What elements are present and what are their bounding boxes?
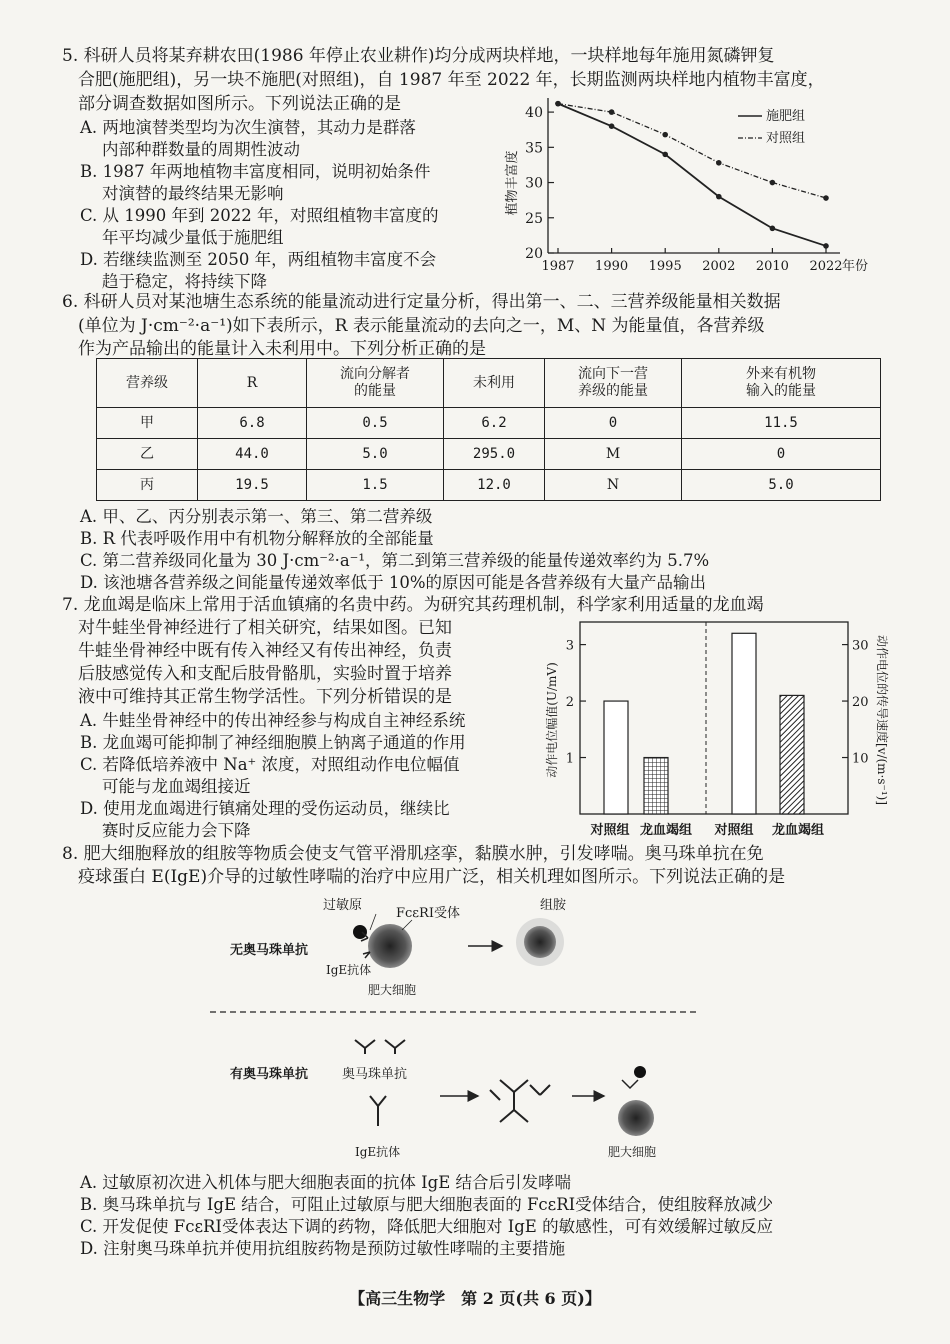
q8-option-b: B. 奥马珠单抗与 IgE 结合，可阻止过敏原与肥大细胞表面的 FcεRⅠ受体结合，使组胺释放减少	[80, 1195, 774, 1214]
y-tick-label: 20	[525, 246, 543, 262]
data-point	[609, 123, 615, 129]
mast-cell-label: 肥大细胞	[368, 983, 417, 997]
table-row	[97, 470, 881, 501]
y-tick-label: 30	[525, 175, 543, 192]
table-cell: 0	[682, 439, 881, 470]
mast-cell-bottom	[618, 1100, 654, 1136]
category-label: 龙血竭组	[771, 823, 825, 838]
table-header: 营养级	[97, 359, 198, 408]
data-point	[609, 109, 615, 115]
q8-option-c: C. 开发促使 FcεRⅠ受体表达下调的药物，降低肥大细胞对 IgE 的敏感性，可有效缓解过敏反应	[80, 1217, 774, 1236]
table-cell: 6.8	[198, 408, 307, 439]
table-cell: 0.5	[307, 408, 444, 439]
no-drug-label: 无奥马珠单抗	[230, 943, 309, 958]
q7-stem-line-3: 牛蛙坐骨神经中既有传入神经又有传出神经，负责	[78, 641, 452, 661]
ige-label-bottom: IgE抗体	[355, 1145, 401, 1159]
right-y-tick-label: 10	[852, 751, 869, 767]
legend-label-control: 对照组	[766, 131, 806, 146]
q5-option-a: A. 两地演替类型均为次生演替，其动力是群落	[80, 118, 416, 137]
q6-stem-line-1: 6. 科研人员对某池塘生态系统的能量流动进行定量分析，得出第一、二、三营养级能量相关数据	[62, 292, 781, 312]
allergen-pointer	[370, 914, 376, 930]
data-point	[662, 132, 668, 138]
q5-option-c: C. 从 1990 年到 2022 年，对照组植物丰富度的	[80, 206, 439, 225]
q8-stem-line-2: 疫球蛋白 E(IgE)介导的过敏性哮喘的治疗中应用广泛，相关机理如图所示。下列说法正确的是	[78, 867, 786, 887]
ige-antibody-icon	[370, 1096, 386, 1126]
q5-option-c-cont: 年平均减少量低于施肥组	[102, 228, 284, 247]
q7-option-d: D. 使用龙血竭进行镇痛处理的受伤运动员，继续比	[80, 799, 450, 818]
table-header: 未利用	[444, 359, 545, 408]
table-cell: 5.0	[682, 470, 881, 501]
data-point	[662, 152, 668, 158]
q6-stem-line-2: (单位为 J·cm⁻²·a⁻¹)如下表所示，R 表示能量流动的去向之一，M、N 为能量值，各营养级	[78, 316, 765, 336]
receptor-pointer	[402, 920, 412, 930]
q5-stem-line-3: 部分调查数据如图所示。下列说法正确的是	[78, 94, 401, 114]
table-cell: 甲	[97, 408, 198, 439]
mast-cell-label-bottom: 肥大细胞	[608, 1145, 657, 1159]
right-y-tick-label: 20	[852, 695, 869, 711]
table-cell: 6.2	[444, 408, 545, 439]
x-axis-label: 年份	[842, 259, 869, 274]
degranulated-mast-cell	[524, 926, 556, 958]
histamine-label: 组胺	[540, 898, 567, 913]
table-cell: 19.5	[198, 470, 307, 501]
table-row	[97, 408, 881, 439]
antibody-complex-icon	[490, 1080, 550, 1122]
q7-stem-line-1: 7. 龙血竭是临床上常用于活血镇痛的名贵中药。为研究其药理机制，科学家利用适量的龙血竭	[62, 595, 764, 615]
energy-flow-table	[96, 358, 881, 501]
y-tick-label: 40	[525, 105, 543, 122]
q6-option-c: C. 第二营养级同化量为 30 J·cm⁻²·a⁻¹，第二到第三营养级的能量传递效率约为 5.7%	[80, 551, 710, 570]
allergen-dot	[353, 925, 367, 939]
x-tick-label: 2022	[809, 259, 843, 274]
table-cell: 295.0	[444, 439, 545, 470]
table-header: R	[198, 359, 307, 408]
table-cell: N	[545, 470, 682, 501]
data-point	[716, 194, 722, 200]
q8-option-a: A. 过敏原初次进入机体与肥大细胞表面的抗体 IgE 结合后引发哮喘	[80, 1173, 572, 1192]
omalizumab-label: 奥马珠单抗	[342, 1067, 408, 1082]
left-y-tick-label: 2	[565, 695, 574, 711]
x-tick-label: 2002	[702, 259, 736, 274]
q5-stem-line-1: 5. 科研人员将某弃耕农田(1986 年停止农业耕作)均分成两块样地，一块样地每年施用氮磷钾复	[62, 46, 775, 66]
table-cell: 12.0	[444, 470, 545, 501]
allergen-label: 过敏原	[323, 898, 363, 913]
q6-option-d: D. 该池塘各营养级之间能量传递效率低于 10%的原因可能是各营养级有大量产品输出	[80, 573, 707, 592]
table-cell: 丙	[97, 470, 198, 501]
table-row	[97, 439, 881, 470]
q5-option-d: D. 若继续监测至 2050 年，两组植物丰富度不会	[80, 250, 437, 269]
table-cell: 乙	[97, 439, 198, 470]
left-y-tick-label: 1	[565, 751, 574, 767]
y-tick-label: 25	[525, 210, 543, 227]
table-cell: 11.5	[682, 408, 881, 439]
q5-option-a-cont: 内部种群数量的周期性波动	[102, 140, 300, 159]
data-point	[770, 226, 776, 232]
receptor-label: FcεRⅠ受体	[396, 906, 460, 921]
y-axis-label: 植物丰富度	[505, 150, 520, 216]
q7-option-a: A. 牛蛙坐骨神经中的传出神经参与构成自主神经系统	[80, 711, 466, 730]
table-header-text: 流向下一营 养级的能量	[578, 366, 648, 399]
q7-stem-line-2: 对牛蛙坐骨神经进行了相关研究，结果如图。已知	[78, 618, 452, 638]
table-cell: 5.0	[307, 439, 444, 470]
legend-label-fertilized: 施肥组	[766, 109, 806, 124]
bar	[604, 701, 628, 814]
data-point	[555, 101, 561, 107]
table-cell: 1.5	[307, 470, 444, 501]
q7-option-c-cont: 可能与龙血竭组接近	[102, 777, 251, 796]
table-header	[682, 359, 881, 408]
y-tick-label: 35	[525, 140, 543, 157]
table-header	[307, 359, 444, 408]
category-label: 对照组	[590, 823, 630, 838]
category-label: 对照组	[714, 823, 754, 838]
nerve-bar-chart	[540, 614, 890, 844]
data-point	[716, 160, 722, 166]
data-point	[770, 180, 776, 186]
q7-option-b: B. 龙血竭可能抑制了神经细胞膜上钠离子通道的作用	[80, 733, 466, 752]
x-tick-label: 1987	[541, 259, 575, 274]
bar	[644, 758, 668, 814]
category-label: 龙血竭组	[639, 823, 693, 838]
bar	[732, 633, 756, 814]
table-header-row	[97, 359, 881, 408]
x-tick-label: 2010	[755, 259, 789, 274]
data-point	[823, 243, 829, 249]
q7-stem-line-4: 后肢感觉传入和支配后肢骨骼肌，实验时置于培养	[78, 664, 452, 684]
ige-label: IgE抗体	[326, 963, 372, 977]
bar	[780, 695, 804, 814]
q6-stem-line-3: 作为产品输出的能量计入未利用中。下列分析正确的是	[78, 339, 486, 359]
page-footer: 【高三生物学 第 2 页(共 6 页)】	[349, 1289, 601, 1308]
left-y-axis-label: 动作电位幅值(U/mV)	[545, 662, 559, 778]
with-drug-label: 有奥马珠单抗	[230, 1067, 309, 1082]
x-tick-label: 1990	[595, 259, 629, 274]
right-y-axis-label: 动作电位的传导速度[v/(m·s⁻¹)]	[875, 634, 889, 806]
q7-option-c: C. 若降低培养液中 Na⁺ 浓度，对照组动作电位幅值	[80, 755, 460, 774]
right-y-tick-label: 30	[852, 638, 869, 654]
table-header-text: 流向分解者 的能量	[340, 366, 410, 399]
q5-option-b-cont: 对演替的最终结果无影响	[102, 184, 284, 203]
data-point	[823, 195, 829, 201]
free-antibody-icon	[622, 1080, 638, 1088]
left-y-tick-label: 3	[565, 638, 574, 654]
mast-cell-top	[368, 924, 412, 968]
series-line-fertilized	[558, 104, 826, 246]
x-tick-label: 1995	[648, 259, 682, 274]
richness-line-chart	[500, 88, 880, 288]
table-header-text: 外来有机物 输入的能量	[746, 366, 816, 399]
q6-option-a: A. 甲、乙、丙分别表示第一、第三、第二营养级	[80, 507, 433, 526]
table-cell: M	[545, 439, 682, 470]
q8-option-d: D. 注射奥马珠单抗并使用抗组胺药物是预防过敏性哮喘的主要措施	[80, 1239, 566, 1258]
q7-option-d-cont: 赛时反应能力会下降	[102, 821, 251, 840]
table-header	[545, 359, 682, 408]
q8-stem-line-1: 8. 肥大细胞释放的组胺等物质会使支气管平滑肌痉挛，黏膜水肿，引发哮喘。奥马珠单抗在免	[62, 844, 764, 864]
q5-option-d-cont: 趋于稳定，将持续下降	[102, 272, 267, 291]
allergen-dot-bottom	[634, 1066, 646, 1078]
table-cell: 0	[545, 408, 682, 439]
q7-stem-line-5: 液中可维持其正常生物学活性。下列分析错误的是	[78, 687, 452, 707]
q5-option-b: B. 1987 年两地植物丰富度相同，说明初始条件	[80, 162, 431, 181]
q5-stem-line-2: 合肥(施肥组)，另一块不施肥(对照组)，自 1987 年至 2022 年，长期监测两块样地内植物丰富度，	[78, 70, 825, 90]
table-cell: 44.0	[198, 439, 307, 470]
omalizumab-antibody-icon	[355, 1040, 405, 1054]
q6-option-b: B. R 代表呼吸作用中有机物分解释放的全部能量	[80, 529, 434, 548]
omalizumab-mechanism-diagram	[200, 890, 720, 1168]
